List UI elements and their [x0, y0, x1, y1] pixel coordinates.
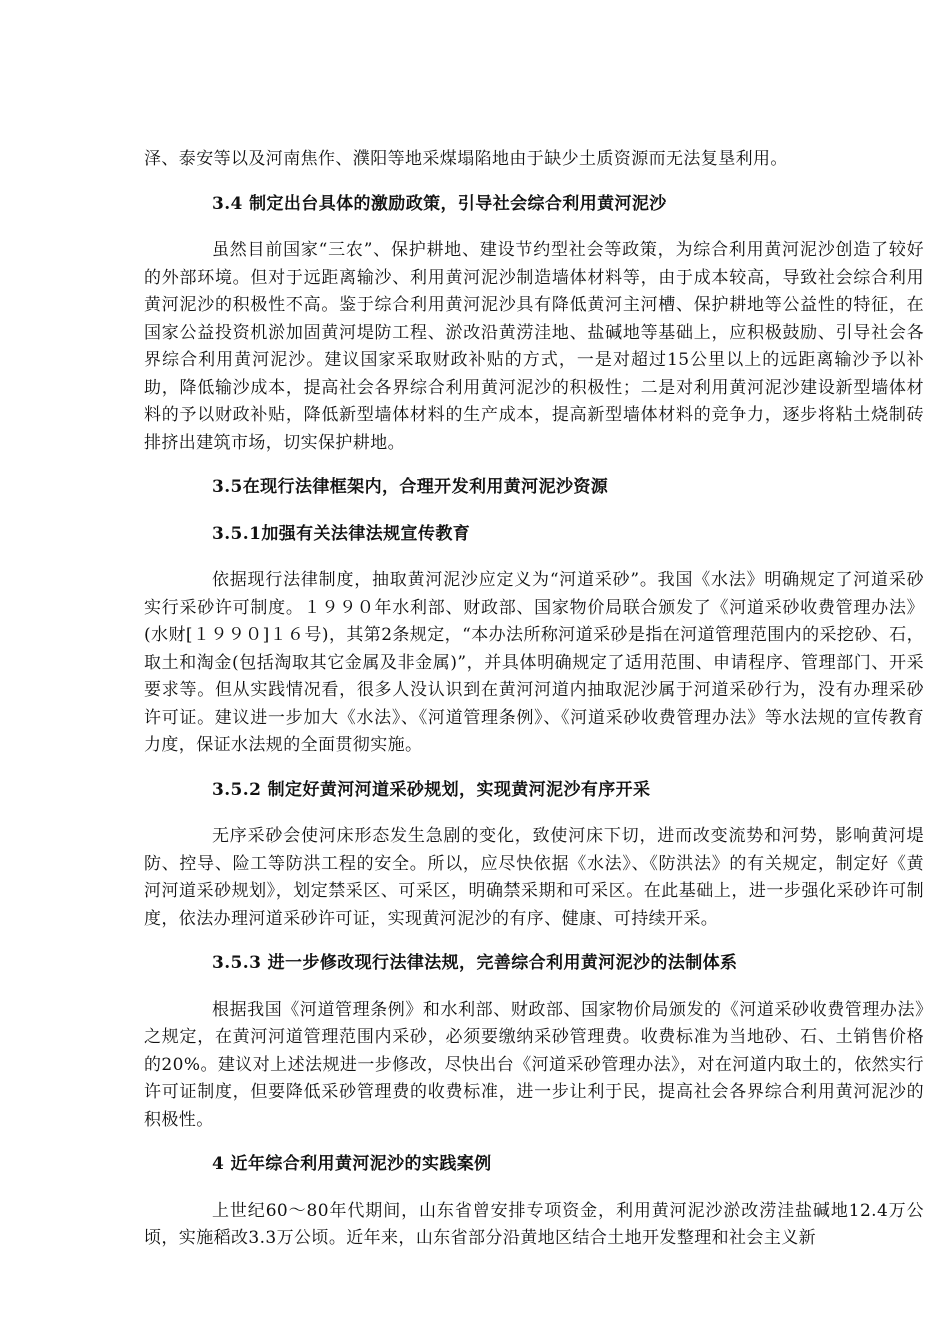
document-body — [144, 146, 924, 1253]
section-heading-4: 4 近年综合利用黄河泥沙的实践案例 — [212, 1154, 492, 1174]
section-heading-3-5-1: 3.5.1加强有关法律法规宣传教育 — [212, 523, 471, 544]
section-body-4: 上世纪60～80年代期间，山东省曾安排专项资金，利用黄河泥沙淤改涝洼盐碱地12.4万公顷，实施稻改3.3万公顷。近年来，山东省部分沿黄地区结合土地开发整理和社会主义新 — [144, 1200, 924, 1248]
section-heading-3-5-2: 3.5.2 制定好黄河河道采砂规划，实现黄河泥沙有序开采 — [212, 779, 651, 800]
opening-paragraph: 泽、泰安等以及河南焦作、濮阳等地采煤塌陷地由于缺少土质资源而无法复垦利用。 — [144, 149, 788, 169]
section-heading-3-5: 3.5在现行法律框架内，合理开发利用黄河泥沙资源 — [212, 477, 609, 497]
section-body-3-5-1: 依据现行法律制度，抽取黄河泥沙应定义为“河道采砂”。我国《水法》明确规定了河道采砂实行采砂许可制度。１９９０年水利部、财政部、国家物价局联合颁发了《河道采砂收费管理办法》(水财[１９９０]１６号)，其第2条规定，“本办法所称河道采砂是指在河道管理范围内的采挖砂、石，取土和淘金(包括淘取其它金属及非金属)”，并具体明确规定了适用范围、申请程序、管理部门、开采要求等。但从实践情况看，很多人没认识到在黄河河道内抽取泥沙属于河道采砂行为，没有办理采砂许可证。建议进一步加大《水法》、《河道管理条例》、《河道采砂收费管理办法》等水法规的宣传教育力度，保证水法规的全面贯彻实施。 — [144, 570, 924, 755]
section-body-3-5-3: 根据我国《河道管理条例》和水利部、财政部、国家物价局颁发的《河道采砂收费管理办法》之规定，在黄河河道管理范围内采砂，必须要缴纳采砂管理费。收费标准为当地砂、石、土销售价格的20%。建议对上述法规进一步修改，尽快出台《河道采砂管理办法》，对在河道内取土的，依然实行许可证制度，但要降低采砂管理费的收费标准，进一步让利于民，提高社会各界综合利用黄河泥沙的积极性。 — [144, 999, 924, 1130]
section-body-3-5-2: 无序采砂会使河床形态发生急剧的变化，致使河床下切，进而改变流势和河势，影响黄河堤防、控导、险工等防洪工程的安全。所以，应尽快依据《水法》、《防洪法》的有关规定，制定好《黄河河道采砂规划》，划定禁采区、可采区，明确禁采期和可采区。在此基础上，进一步强化采砂许可制度，依法办理河道采砂许可证，实现黄河泥沙的有序、健康、可持续开采。 — [144, 826, 924, 929]
section-body-3-4: 虽然目前国家“三农”、保护耕地、建设节约型社会等政策，为综合利用黄河泥沙创造了较好的外部环境。但对于远距离输沙、利用黄河泥沙制造墙体材料等，由于成本较高，导致社会综合利用黄河泥沙的积极性不高。鉴于综合利用黄河泥沙具有降低黄河主河槽、保护耕地等公益性的特征，在国家公益投资机淤加固黄河堤防工程、淤改沿黄涝洼地、盐碱地等基础上，应积极鼓励、引导社会各界综合利用黄河泥沙。建议国家采取财政补贴的方式，一是对超过15公里以上的远距离输沙予以补助，降低输沙成本，提高社会各界综合利用黄河泥沙的积极性；二是对利用黄河泥沙建设新型墙体材料的予以财政补贴，降低新型墙体材料的生产成本，提高新型墙体材料的竞争力，逐步将粘土烧制砖排挤出建筑市场，切实保护耕地。 — [144, 240, 924, 453]
section-heading-3-4: 3.4 制定出台具体的激励政策，引导社会综合利用黄河泥沙 — [212, 193, 667, 214]
section-heading-3-5-3: 3.5.3 进一步修改现行法律法规，完善综合利用黄河泥沙的法制体系 — [212, 953, 738, 973]
